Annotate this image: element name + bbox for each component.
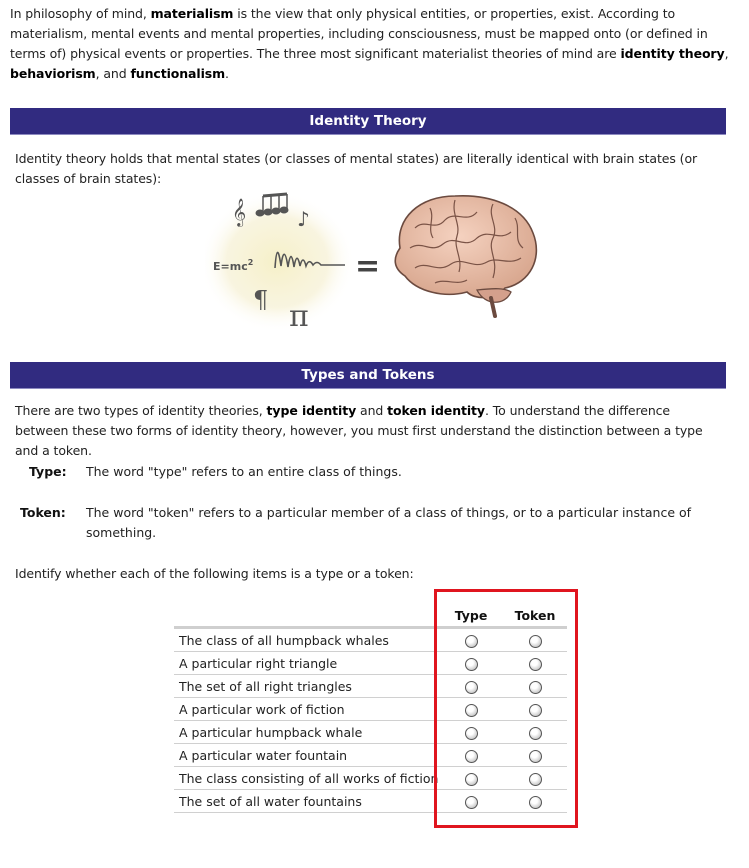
quiz-row	[174, 698, 567, 721]
type-radio[interactable]	[465, 704, 478, 717]
quiz-row	[174, 790, 567, 813]
type-token-quiz-table	[174, 604, 567, 813]
quiz-item-label: A particular work of fiction	[174, 698, 439, 721]
token-definition: The word "token" refers to a particular member of a class of things, or to a particular instance of something.	[86, 505, 692, 540]
term-behaviorism: behaviorism	[10, 66, 96, 81]
type-radio[interactable]	[465, 750, 478, 763]
types-text-3: . To understand the difference between these two forms of identity theory, however, you must first understand the distinction between a type and a token.	[15, 403, 703, 458]
token-radio[interactable]	[529, 750, 542, 763]
intro-text-3: ,	[724, 46, 729, 61]
treble-clef-icon: 𝄞	[232, 198, 247, 226]
token-radio[interactable]	[529, 796, 542, 809]
identity-theory-text: Identity theory holds that mental states (or classes of mental states) are literally identical with brain states (or classes of brain states):	[15, 151, 698, 186]
formula-text: $E=mc^2$	[213, 258, 254, 273]
intro-text-4: , and	[95, 66, 131, 81]
quiz-row	[174, 767, 567, 790]
quiz-row	[174, 675, 567, 698]
intro-text-2: is the view that only physical entities, or properties, exist. According to materialism, mental events and mental properties, including consciousness, must be mapped onto (or defined in terms of) physical events or properties. The three most significant materialist theories of mind are	[10, 6, 708, 61]
token-term: Token:	[20, 505, 66, 520]
types-intro-paragraph	[15, 401, 725, 461]
types-text-2: and	[356, 403, 388, 418]
quiz-row	[174, 628, 567, 652]
type-column-header: Type	[454, 607, 488, 623]
token-radio[interactable]	[529, 658, 542, 671]
intro-text-5: .	[225, 66, 229, 81]
token-radio[interactable]	[529, 635, 542, 648]
type-radio[interactable]	[465, 796, 478, 809]
quiz-item-label: The set of all right triangles	[174, 675, 439, 698]
quiz-prompt: Identify whether each of the following items is a type or a token:	[15, 566, 414, 581]
token-radio[interactable]	[529, 773, 542, 786]
term-type-identity: type identity	[266, 403, 357, 418]
quiz-row	[174, 721, 567, 744]
quiz-item-label: The class consisting of all works of fiction	[174, 767, 439, 790]
brain-icon	[395, 196, 536, 316]
quiz-item-label: A particular right triangle	[174, 652, 439, 675]
identity-theory-heading: Identity Theory	[10, 108, 726, 135]
eighth-note-icon: ♪	[297, 207, 310, 231]
quiz-row	[174, 652, 567, 675]
quiz-item-label: A particular humpback whale	[174, 721, 439, 744]
type-radio[interactable]	[465, 773, 478, 786]
intro-paragraph	[10, 4, 730, 84]
quiz-header-row	[174, 604, 567, 628]
type-term: Type:	[29, 464, 67, 479]
types-tokens-heading: Types and Tokens	[10, 362, 726, 389]
token-column-header: Token	[514, 607, 556, 623]
quiz-item-label: The class of all humpback whales	[174, 628, 439, 652]
token-radio[interactable]	[529, 727, 542, 740]
type-definition: The word "type" refers to an entire class of things.	[86, 464, 402, 479]
equals-sign: =	[355, 249, 381, 284]
intro-text-1: In philosophy of mind,	[10, 6, 151, 21]
quiz-item-label: The set of all water fountains	[174, 790, 439, 813]
term-functionalism: functionalism	[130, 66, 226, 81]
quiz-item-header	[174, 604, 439, 628]
identity-illustration	[205, 188, 550, 336]
quiz-item-label: A particular water fountain	[174, 744, 439, 767]
type-radio[interactable]	[465, 681, 478, 694]
type-radio[interactable]	[465, 727, 478, 740]
type-radio[interactable]	[465, 658, 478, 671]
pilcrow-icon: ¶	[253, 286, 269, 314]
quiz-row	[174, 744, 567, 767]
term-materialism: materialism	[150, 6, 234, 21]
types-text-1: There are two types of identity theories,	[15, 403, 267, 418]
type-radio[interactable]	[465, 635, 478, 648]
term-token-identity: token identity	[387, 403, 485, 418]
token-radio[interactable]	[529, 681, 542, 694]
pi-icon: π	[289, 299, 309, 334]
term-identity-theory: identity theory	[620, 46, 725, 61]
token-radio[interactable]	[529, 704, 542, 717]
